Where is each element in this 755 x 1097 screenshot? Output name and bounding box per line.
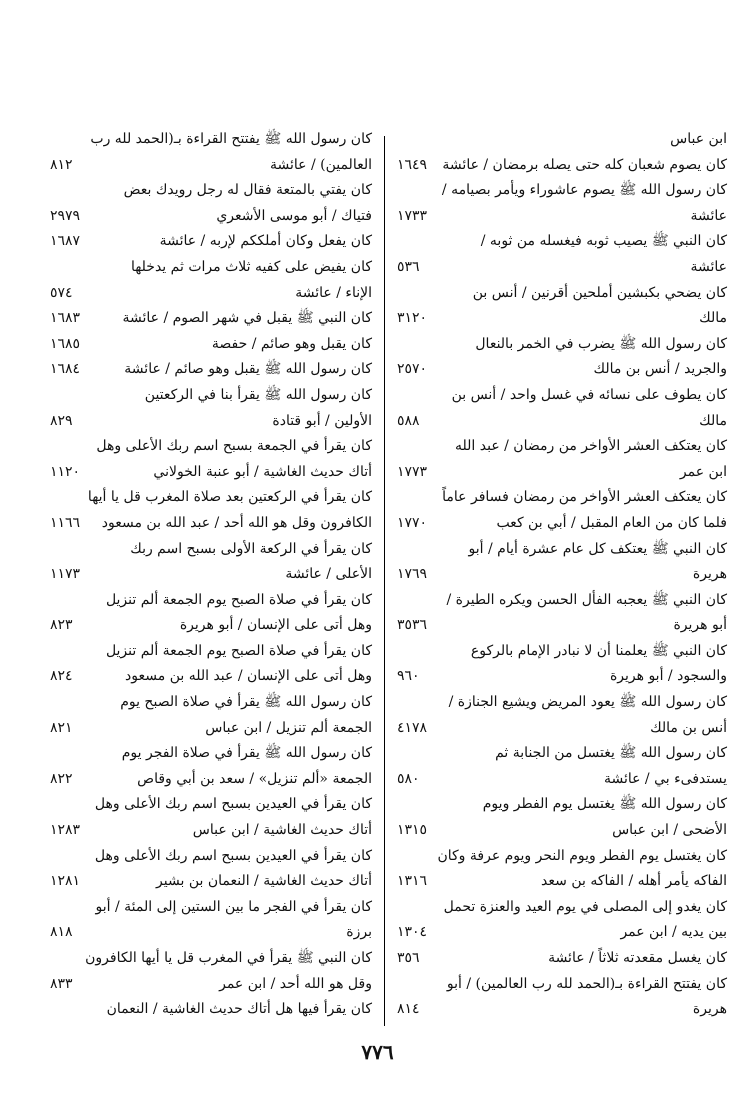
index-entry	[50, 767, 372, 793]
entry-text: كان رسول الله ﷺ يقبل وهو صائم / عائشة	[124, 361, 372, 378]
entry-text: كان النبي ﷺ يعلمنا أن لا نبادر الإمام بالركوع	[470, 642, 727, 659]
entry-text: كان يغتسل يوم الفطر ويوم النحر ويوم عرفة وكان	[437, 847, 727, 864]
entry-text: الأضحى / ابن عباس	[612, 822, 727, 839]
entry-number: ٨٢٣	[50, 617, 73, 634]
index-entry	[50, 920, 372, 946]
index-entry	[397, 409, 727, 435]
entry-number: ٩٦٠	[397, 668, 420, 685]
entry-text: أنس بن مالك	[650, 719, 727, 736]
index-entry	[50, 741, 372, 767]
index-entry	[50, 357, 372, 383]
index-entry	[397, 844, 727, 870]
entry-number: ٨٢٤	[50, 668, 73, 685]
entry-text: أبو هريرة	[673, 617, 727, 634]
entry-text: كان يضحي بكبشين أملحين أقرنين / أنس بن	[472, 284, 727, 301]
entry-text: فتياك / أبو موسى الأشعري	[216, 207, 372, 224]
entry-number: ١٦٨٣	[50, 310, 81, 327]
entry-text: بين يديه / ابن عمر	[620, 924, 727, 941]
entry-text: عائشة	[690, 207, 727, 224]
index-entry	[50, 895, 372, 921]
entry-number: ١٧٧٣	[397, 463, 428, 480]
entry-number: ٥٨٨	[397, 412, 420, 429]
index-entry	[397, 664, 727, 690]
entry-text: كان يفتتح القراءة بـ(الحمد لله رب العالمين) / أبو	[446, 975, 727, 992]
index-entry	[50, 332, 372, 358]
entry-text: أتاك حديث الغاشية / النعمان بن بشير	[156, 873, 372, 890]
index-entry	[397, 818, 727, 844]
entry-text: كان رسول الله ﷺ يقرأ في صلاة الصبح يوم	[120, 694, 372, 711]
entry-text: أتاك حديث الغاشية / ابن عباس	[192, 822, 372, 839]
entry-text: كان يفتي بالمتعة فقال له رجل رويدك بعض	[123, 182, 372, 199]
index-entry	[50, 306, 372, 332]
entry-text: كان يقرأ في صلاة الصبح يوم الجمعة ألم تنزيل	[105, 642, 372, 659]
entry-number: ٢٥٧٠	[397, 361, 428, 378]
entry-number: ٤١٧٨	[397, 719, 428, 736]
index-entry	[397, 920, 727, 946]
entry-number: ١٧٦٩	[397, 566, 428, 583]
index-entry	[50, 613, 372, 639]
entry-text: أتاك حديث الغاشية / أبو عنبة الخولاني	[153, 463, 372, 480]
index-entry	[50, 639, 372, 665]
entry-number: ٨٢٩	[50, 412, 73, 429]
entry-number: ١٧٣٣	[397, 207, 428, 224]
entry-text: الكافرون وقل هو الله أحد / عبد الله بن مسعود	[101, 514, 372, 531]
entry-text: كان رسول الله ﷺ يفتتح القراءة بـ(الحمد لله رب	[90, 131, 372, 147]
entry-number: ١٧٧٠	[397, 514, 428, 531]
index-entry	[50, 818, 372, 844]
entry-number: ١٦٤٩	[397, 156, 428, 173]
index-entry	[50, 383, 372, 409]
entry-text: والسجود / أبو هريرة	[609, 668, 727, 685]
entry-text: الأعلى / عائشة	[285, 566, 372, 583]
index-entry	[397, 306, 727, 332]
index-entry	[397, 511, 727, 537]
entry-number: ١٢٨١	[50, 873, 81, 890]
entry-text: كان يقرأ في الركعتين بعد صلاة المغرب قل يا أيها	[87, 489, 372, 506]
entry-text: كان يقرأ في الجمعة بسبح اسم ربك الأعلى وهل	[96, 438, 372, 455]
entry-text: يستدفىء بي / عائشة	[603, 770, 727, 787]
entry-text: كان رسول الله ﷺ يضرب في الخمر بالنعال	[475, 335, 727, 352]
index-entry	[50, 946, 372, 972]
entry-text: الفاكه يأمر أهله / الفاكه بن سعد	[541, 873, 727, 890]
entry-text: كان يقرأ في صلاة الصبح يوم الجمعة ألم تنزيل	[105, 591, 372, 608]
entry-text: كان يعتكف العشر الأواخر من رمضان / عبد الله	[455, 438, 727, 455]
entry-text: كان يقرأ في العيدين بسبح اسم ربك الأعلى وهل	[94, 796, 372, 813]
entry-text: كان رسول الله ﷺ يقرأ في صلاة الفجر يوم	[121, 745, 372, 762]
entry-text: الأولين / أبو قتادة	[272, 412, 372, 429]
entry-text: كان رسول الله ﷺ يعود المريض ويشيع الجنازة /	[448, 694, 727, 711]
index-entry	[397, 869, 727, 895]
entry-text: كان يقرأ في الفجر ما بين الستين إلى المئة / أبو	[95, 898, 372, 915]
entry-text: كان يفعل وكان أملككم لإربه / عائشة	[159, 233, 372, 250]
entry-text: كان يصوم شعبان كله حتى يصله برمضان / عائشة	[442, 156, 727, 173]
entry-text: كان يغسل مقعدته ثلاثاً / عائشة	[548, 950, 727, 966]
entry-number: ١٣١٥	[397, 822, 428, 839]
left-column	[50, 127, 372, 1023]
entry-text: الجمعة ألم تنزيل / ابن عباس	[205, 719, 372, 736]
index-entry	[50, 588, 372, 614]
entry-text: كان يقبل وهو صائم / حفصة	[211, 335, 372, 352]
entry-number: ٨١٢	[50, 156, 73, 173]
entry-text: كان رسول الله ﷺ يغتسل من الجنابة ثم	[495, 745, 727, 762]
index-entry	[50, 972, 372, 998]
entry-text: فلما كان من العام المقبل / أبي بن كعب	[496, 514, 727, 531]
index-entry	[50, 792, 372, 818]
index-entry	[50, 690, 372, 716]
index-entry	[397, 383, 727, 409]
index-entry	[397, 613, 727, 639]
page-number: ٧٧٦	[361, 1040, 394, 1064]
entry-number: ١١٢٠	[50, 463, 81, 480]
index-entry	[397, 178, 727, 204]
entry-number: ٨٢١	[50, 719, 73, 736]
entry-text: كان يقرأ في الركعة الأولى بسبح اسم ربك	[130, 540, 372, 557]
index-entry	[50, 664, 372, 690]
entry-number: ٥٧٤	[50, 284, 73, 301]
index-entry	[397, 716, 727, 742]
index-entry	[50, 229, 372, 255]
index-entry	[50, 204, 372, 230]
index-entry	[397, 537, 727, 563]
entry-text: وقل هو الله أحد / ابن عمر	[219, 975, 372, 992]
entry-text: كان يطوف على نسائه في غسل واحد / أنس بن	[451, 386, 727, 403]
entry-number: ١٣٠٤	[397, 924, 428, 941]
entry-text: كان رسول الله ﷺ يقرأ بنا في الركعتين	[144, 386, 372, 403]
index-entry	[397, 690, 727, 716]
index-entry	[50, 511, 372, 537]
index-entry	[50, 716, 372, 742]
index-entry	[397, 485, 727, 511]
right-column	[397, 127, 727, 1023]
entry-number: ٨٣٣	[50, 975, 73, 992]
index-entry	[397, 255, 727, 281]
entry-text: كان رسول الله ﷺ يغتسل يوم الفطر ويوم	[482, 796, 727, 813]
index-entry	[397, 972, 727, 998]
entry-text: مالك	[699, 412, 727, 429]
entry-text: مالك	[699, 310, 727, 327]
entry-text: ابن عباس	[670, 131, 727, 147]
entry-text: كان النبي ﷺ يعتكف كل عام عشرة أيام / أبو	[468, 540, 727, 557]
index-entry	[50, 562, 372, 588]
index-entry	[397, 434, 727, 460]
index-entry	[50, 434, 372, 460]
entry-text: والجريد / أنس بن مالك	[593, 361, 727, 378]
entry-text: كان يغدو إلى المصلى في يوم العيد والعنزة تحمل	[443, 898, 727, 915]
entry-number: ٣١٢٠	[397, 310, 428, 327]
entry-number: ٣٥٦	[397, 950, 420, 966]
entry-text: كان النبي ﷺ يصيب ثوبه فيغسله من ثوبه /	[480, 233, 727, 250]
entry-text: كان رسول الله ﷺ يصوم عاشوراء ويأمر بصيامه /	[441, 182, 727, 199]
index-entry	[397, 281, 727, 307]
entry-number: ١٦٨٧	[50, 233, 81, 250]
entry-number: ١١٦٦	[50, 514, 81, 531]
index-entry	[397, 332, 727, 358]
index-entry	[397, 946, 727, 972]
index-entry	[50, 178, 372, 204]
index-entry	[397, 792, 727, 818]
entry-text: وهل أتى على الإنسان / عبد الله بن مسعود	[125, 668, 372, 685]
entry-number: ٥٨٠	[397, 770, 420, 787]
index-entry	[397, 460, 727, 486]
entry-text: ابن عمر	[679, 463, 727, 480]
index-entry	[397, 127, 727, 153]
index-entry	[50, 844, 372, 870]
entry-text: هريرة	[692, 1001, 727, 1018]
entry-text: كان النبي ﷺ يعجبه الفأل الحسن ويكره الطيرة /	[446, 591, 727, 608]
index-entry	[397, 153, 727, 179]
entry-text: كان النبي ﷺ يقبل في شهر الصوم / عائشة	[122, 310, 372, 327]
index-entry	[50, 485, 372, 511]
index-entry	[50, 537, 372, 563]
entry-number: ١٣١٦	[397, 873, 428, 890]
index-entry	[50, 153, 372, 179]
entry-text: الجمعة «ألم تنزيل» / سعد بن أبي وقاص	[137, 770, 372, 787]
entry-text: عائشة	[690, 258, 727, 275]
entry-text: الإناء / عائشة	[295, 284, 372, 301]
entry-number: ٣٥٣٦	[397, 617, 428, 634]
entry-text: برزة	[346, 924, 372, 941]
entry-number: ٨١٤	[397, 1001, 420, 1018]
entry-number: ١٦٨٥	[50, 335, 81, 352]
entry-number: ٢٩٧٩	[50, 207, 81, 224]
index-entry	[397, 357, 727, 383]
index-entry	[397, 895, 727, 921]
index-entry	[50, 281, 372, 307]
index-entry	[50, 255, 372, 281]
index-entry	[397, 229, 727, 255]
index-entry	[397, 562, 727, 588]
entry-number: ١٦٨٤	[50, 361, 81, 378]
entry-number: ١٢٨٣	[50, 822, 81, 839]
index-entry	[50, 127, 372, 153]
entry-number: ٥٣٦	[397, 258, 420, 275]
index-entry	[397, 588, 727, 614]
index-entry	[50, 869, 372, 895]
index-entry	[397, 639, 727, 665]
entry-number: ١١٧٣	[50, 566, 81, 583]
index-entry	[397, 741, 727, 767]
entry-number: ٨١٨	[50, 924, 73, 941]
index-entry	[397, 204, 727, 230]
index-entry	[397, 997, 727, 1023]
entry-text: وهل أتى على الإنسان / أبو هريرة	[179, 617, 372, 634]
entry-number: ٨٢٢	[50, 770, 73, 787]
index-entry	[50, 460, 372, 486]
entry-text: كان يعتكف العشر الأواخر من رمضان فسافر عاماً	[442, 489, 727, 506]
index-entry	[397, 767, 727, 793]
entry-text: العالمين) / عائشة	[269, 156, 372, 173]
entry-text: كان يقرأ في العيدين بسبح اسم ربك الأعلى وهل	[94, 847, 372, 864]
column-divider	[384, 136, 385, 1026]
index-entry	[50, 997, 372, 1023]
entry-text: كان يفيض على كفيه ثلاث مرات ثم يدخلها	[130, 258, 372, 275]
entry-text: كان يقرأ فيها هل أتاك حديث الغاشية / النعمان	[106, 1001, 372, 1018]
entry-text: كان النبي ﷺ يقرأ في المغرب قل يا أيها الكافرون	[85, 950, 372, 966]
index-entry	[50, 409, 372, 435]
entry-text: هريرة	[692, 566, 727, 583]
